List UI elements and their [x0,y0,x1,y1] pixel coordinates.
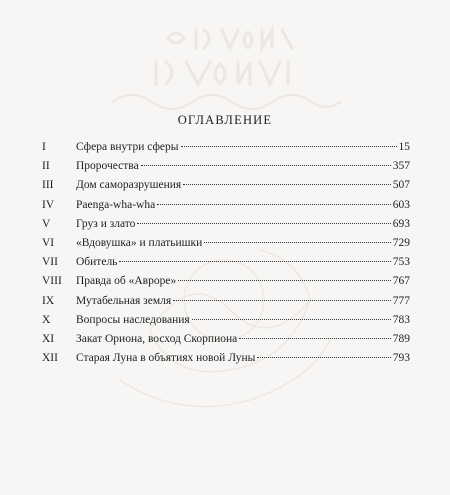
dot-leader [141,165,391,166]
dot-leader [257,357,390,358]
page-number: 357 [392,160,410,173]
chapter-number: I [42,141,46,153]
page-number: 603 [392,198,410,211]
chapter-number: IV [42,198,55,211]
dot-leader [157,204,391,205]
page-number: 777 [392,294,410,307]
chapter-title: Вопросы наследования [76,313,190,326]
toc-entry [42,333,410,352]
chapter-title: Paenga-wha-wha [76,198,156,211]
dot-leader [181,146,397,147]
page-number: 767 [392,275,410,288]
toc-entry [42,352,410,371]
toc-entry [42,275,410,294]
chapter-title: «Вдовушка» и платьишки [76,236,203,249]
dot-leader [192,319,391,320]
chapter-number: X [42,313,51,326]
toc-entry [42,295,410,314]
chapter-number: XII [42,352,58,365]
chapter-number: V [42,217,51,230]
chapter-title: Старая Луна в объятиях новой Луны [76,352,256,365]
chapter-title: Груз и злато [76,217,136,230]
page-number: 793 [392,352,410,365]
page-number: 753 [392,256,410,269]
toc-entry [42,141,410,160]
chapter-title: Пророчества [76,160,139,173]
dot-leader [173,300,391,301]
toc-heading: ОГЛАВЛЕНИЕ [177,113,273,127]
page-number: 729 [392,236,410,249]
page-number: 15 [398,141,410,153]
toc-entry [42,199,410,218]
dot-leader [204,242,390,243]
chapter-title: Обитель [76,256,118,269]
chapter-title: Закат Ориона, восход Скорпиона [76,332,238,345]
chapter-number: II [42,160,50,173]
toc-entry [42,160,410,179]
chapter-number: VI [42,236,55,249]
page-number: 789 [392,332,410,345]
dot-leader [183,184,391,185]
chapter-title: Правда об «Авроре» [76,275,177,288]
chapter-number: IX [42,294,55,307]
dot-leader [119,261,390,262]
chapter-number: VII [42,256,58,269]
dot-leader [178,280,391,281]
table-of-contents [42,141,410,371]
chapter-title: Дом саморазрушения [76,179,182,192]
toc-entry [42,237,410,256]
toc-entry [42,256,410,275]
toc-entry [42,314,410,333]
page-number: 507 [392,179,410,192]
dot-leader [137,223,390,224]
chapter-title: Сфера внутри сферы [76,141,179,153]
chapter-number: VIII [42,275,62,288]
page-number: 783 [392,313,410,326]
chapter-title: Мутабельная земля [76,294,172,307]
chapter-number: XI [42,332,55,345]
dot-leader [239,338,391,339]
page-number: 693 [392,217,410,230]
toc-entry [42,179,410,198]
toc-entry [42,218,410,237]
chapter-number: III [42,179,54,192]
